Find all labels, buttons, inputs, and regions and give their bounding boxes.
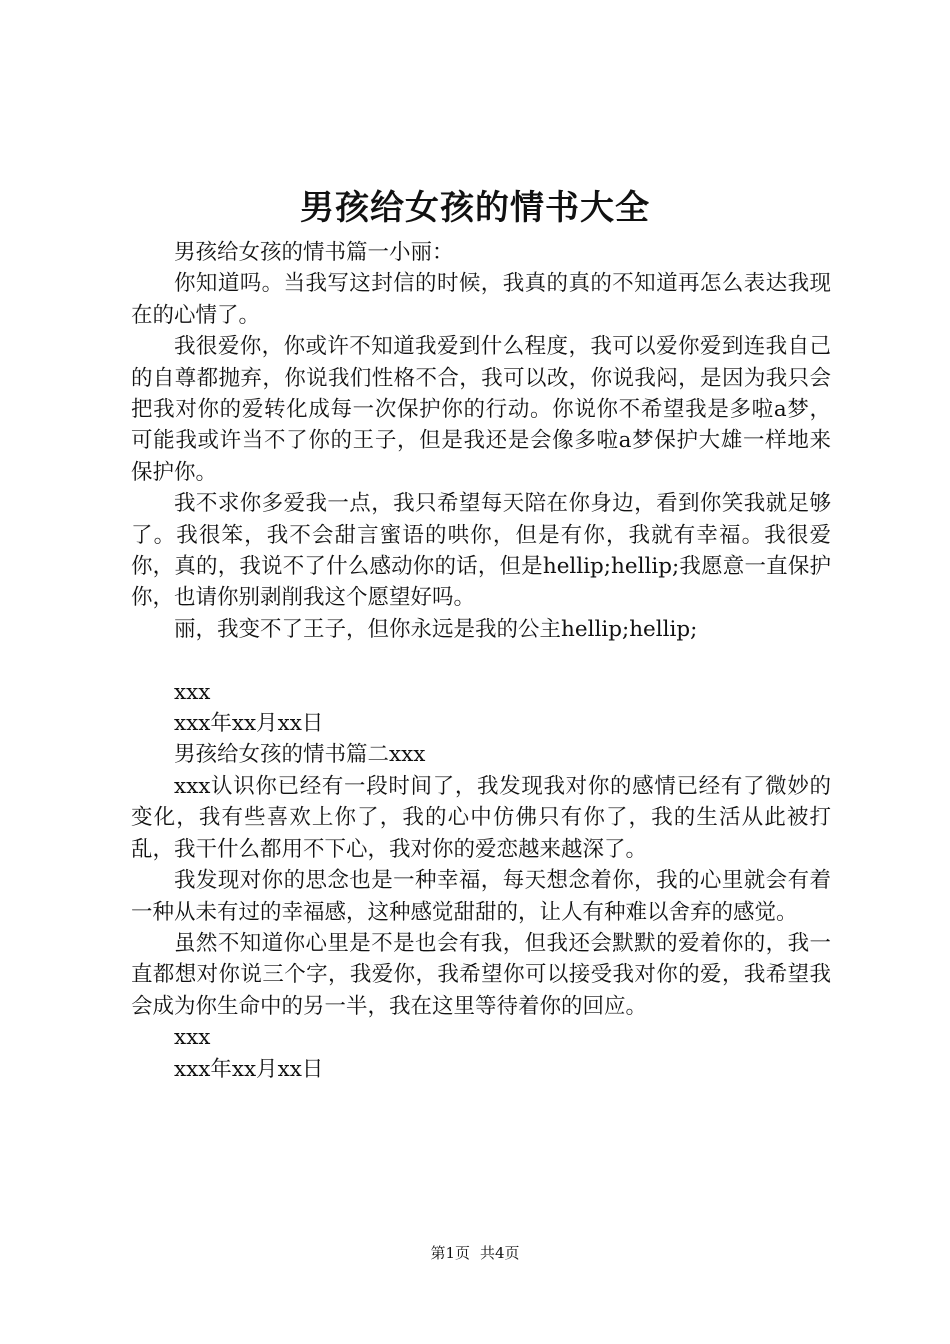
document-body xyxy=(131,237,831,1085)
letter2-signature: xxx xyxy=(174,1025,211,1051)
page-footer xyxy=(0,1242,950,1264)
letter1-heading: 男孩给女孩的情书篇一小丽： xyxy=(174,240,454,265)
page-title: 男孩给女孩的情书大全 xyxy=(300,188,650,228)
letter2-heading: 男孩给女孩的情书篇二xxx xyxy=(174,742,426,768)
letter1-paragraph-2: 我很爱你，你或许不知道我爱到什么程度，我可以爱你爱到连我自己的自尊都抛弃，你说我们性格不合，我可以改，你说我闷，是因为我只会把我对你的爱转化成每一次保护你的行动。你说你不希望我是多啦a梦，可能我或许当不了你的王子，但是我还是会像多啦a梦保护大雄一样地来保护你。 xyxy=(131,334,831,485)
letter1-signature: xxx xyxy=(174,679,211,705)
page-number: 第1页 xyxy=(430,1244,470,1262)
letter2-paragraph-3: 虽然不知道你心里是不是也会有我，但我还会默默的爱着你的，我一直都想对你说三个字，我爱你，我希望你可以接受我对你的爱，我希望我会成为你生命中的另一半，我在这里等待着你的回应。 xyxy=(131,930,831,1019)
letter1-date: xxx年xx月xx日 xyxy=(174,711,324,737)
letter1-paragraph-4: 丽，我变不了王子，但你永远是我的公主hellip;hellip; xyxy=(174,616,698,642)
page-total: 共4页 xyxy=(480,1244,520,1262)
letter2-date: xxx年xx月xx日 xyxy=(174,1056,324,1082)
letter1-paragraph-1: 你知道吗。当我写这封信的时候，我真的真的不知道再怎么表达我现在的心情了。 xyxy=(131,271,831,328)
letter2-paragraph-2: 我发现对你的思念也是一种幸福，每天想念着你，我的心里就会有着一种从未有过的幸福感，这种感觉甜甜的，让人有种难以舍弃的感觉。 xyxy=(131,868,831,925)
letter2-paragraph-1: xxx认识你已经有一段时间了，我发现我对你的感情已经有了微妙的变化，我有些喜欢上你了，我的心中仿佛只有你了，我的生活从此被打乱，我干什么都用不下心，我对你的爱恋越来越深了。 xyxy=(131,773,831,862)
letter1-paragraph-3: 我不求你多爱我一点，我只希望每天陪在你身边，看到你笑我就足够了。我很笨，我不会甜言蜜语的哄你，但是有你，我就有幸福。我很爱你，真的，我说不了什么感动你的话，但是hellip;hellip;我愿意一直保护你，也请你别剥削我这个愿望好吗。 xyxy=(131,491,831,611)
